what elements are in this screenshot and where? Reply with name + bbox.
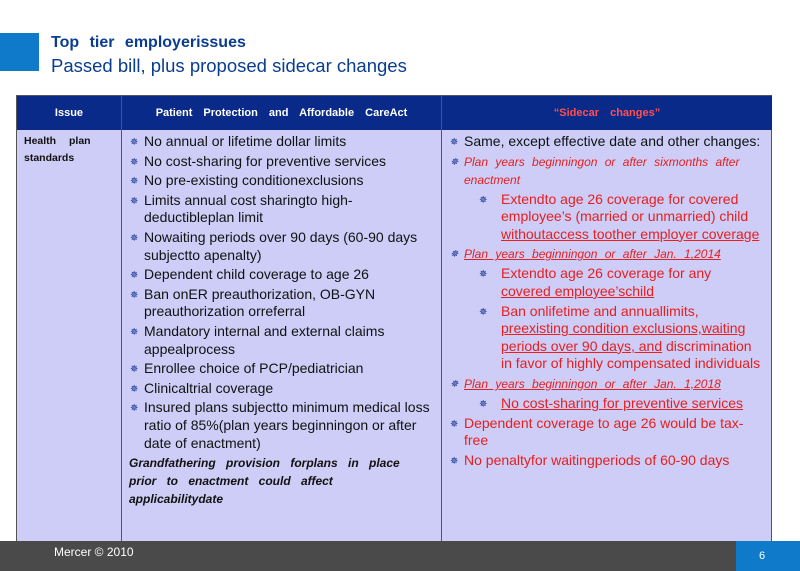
- list-item: ✵ Insured plans subjectto minimum medical loss ratio of 85%(plan years beginningon or after date of enactment): [130, 399, 430, 451]
- list-item: ✵ Clinicaltrial coverage: [122, 380, 437, 398]
- list-item: ✵ Ban onER preauthorization, OB-GYN preauthorization orreferral: [130, 285, 376, 320]
- slide-subtitle: Passed bill, plus proposed sidecar changes: [51, 55, 407, 76]
- bullet-icon: ✵: [130, 232, 139, 244]
- bullet-icon: ✵: [130, 156, 139, 168]
- bullet-icon: ✵: [130, 326, 139, 338]
- bullet-icon: ✵: [450, 249, 459, 261]
- bullet-icon: ✵: [450, 378, 459, 390]
- list-item: ✵ Same, except effective date and other changes:: [442, 133, 764, 151]
- bullet-icon: ✵: [130, 403, 139, 415]
- bullet-icon: ✵: [130, 383, 139, 395]
- bullet-icon: ✵: [479, 194, 488, 206]
- list-item: ✵ Plan years beginningon or after Jan. 1,2018: [442, 375, 764, 393]
- bullet-icon: ✵: [479, 269, 488, 281]
- list-item: ✵ Dependent child coverage to age 26: [122, 266, 437, 284]
- bullet-icon: ✵: [479, 398, 488, 410]
- list-item: ✵ Plan years beginningon or after Jan. 1,2014: [442, 245, 764, 263]
- bullet-icon: ✵: [450, 418, 459, 430]
- sub-item: ✵ Extendto age 26 coverage for any covered employee’schild: [479, 265, 712, 299]
- list-item: ✵ Nowaiting periods over 90 days (60-90 days subjectto apenalty): [130, 228, 418, 263]
- footer-copyright: Mercer © 2010: [54, 545, 134, 559]
- list-item: ✵ No cost-sharing for preventive services: [122, 153, 437, 171]
- sub-item: ✵ Ban onlifetime and annuallimits, preexisting condition exclusions,waiting periods over 90 days, and discrimination in favor of highly compensated individuals: [479, 302, 761, 372]
- bullet-icon: ✵: [130, 176, 139, 188]
- bullet-icon: ✵: [130, 364, 139, 376]
- list-item: ✵ Limits annual cost sharingto high-deductibleplan limit: [130, 191, 353, 226]
- bullet-icon: ✵: [130, 137, 139, 148]
- bullet-icon: ✵: [130, 195, 139, 207]
- sidecar-column: [442, 133, 764, 471]
- bullet-icon: ✵: [130, 270, 139, 282]
- list-item: ✵ Dependent coverage to age 26 would be tax-free: [450, 414, 744, 449]
- list-item: ✵ Enrollee choice of PCP/pediatrician: [122, 360, 437, 378]
- list-item: ✵ Plan years beginningon or after sixmonths after enactment: [450, 154, 740, 187]
- header-sidecar: “Sidecar changes”: [442, 96, 772, 130]
- sub-item: ✵ No cost-sharing for preventive services: [442, 395, 764, 413]
- bullet-icon: ✵: [130, 289, 139, 301]
- page-number: 6: [759, 550, 766, 562]
- bullet-icon: ✵: [479, 306, 488, 318]
- grandfathering-note: Grandfathering provision forplans in place prior to enactment could affect applicabilitydate: [129, 456, 400, 507]
- list-item: ✵ No annual or lifetime dollar limits: [122, 133, 437, 151]
- sub-item: ✵ Extendto age 26 coverage for covered employee’s (married or unmarried) child withoutaccess toother employer coverage: [479, 190, 760, 242]
- bullet-icon: ✵: [450, 137, 459, 148]
- bullet-icon: ✵: [450, 455, 459, 467]
- row-label: Health plan standards: [24, 135, 91, 164]
- page-number-box: [736, 541, 800, 571]
- ppaca-column: [122, 133, 437, 508]
- accent-block: [0, 33, 39, 71]
- list-item: ✵ Mandatory internal and external claims appealprocess: [130, 322, 385, 357]
- list-item: ✵ No penaltyfor waitingperiods of 60-90 days: [442, 452, 764, 470]
- list-item: ✵ No pre-existing conditionexclusions: [122, 172, 437, 190]
- header-issue: Issue: [17, 96, 121, 130]
- header-ppaca: Patient Protection and Affordable CareAct: [122, 96, 441, 130]
- bullet-icon: ✵: [450, 156, 459, 168]
- comparison-table: [16, 95, 772, 543]
- slide-title: Top tier employerissues: [51, 34, 246, 51]
